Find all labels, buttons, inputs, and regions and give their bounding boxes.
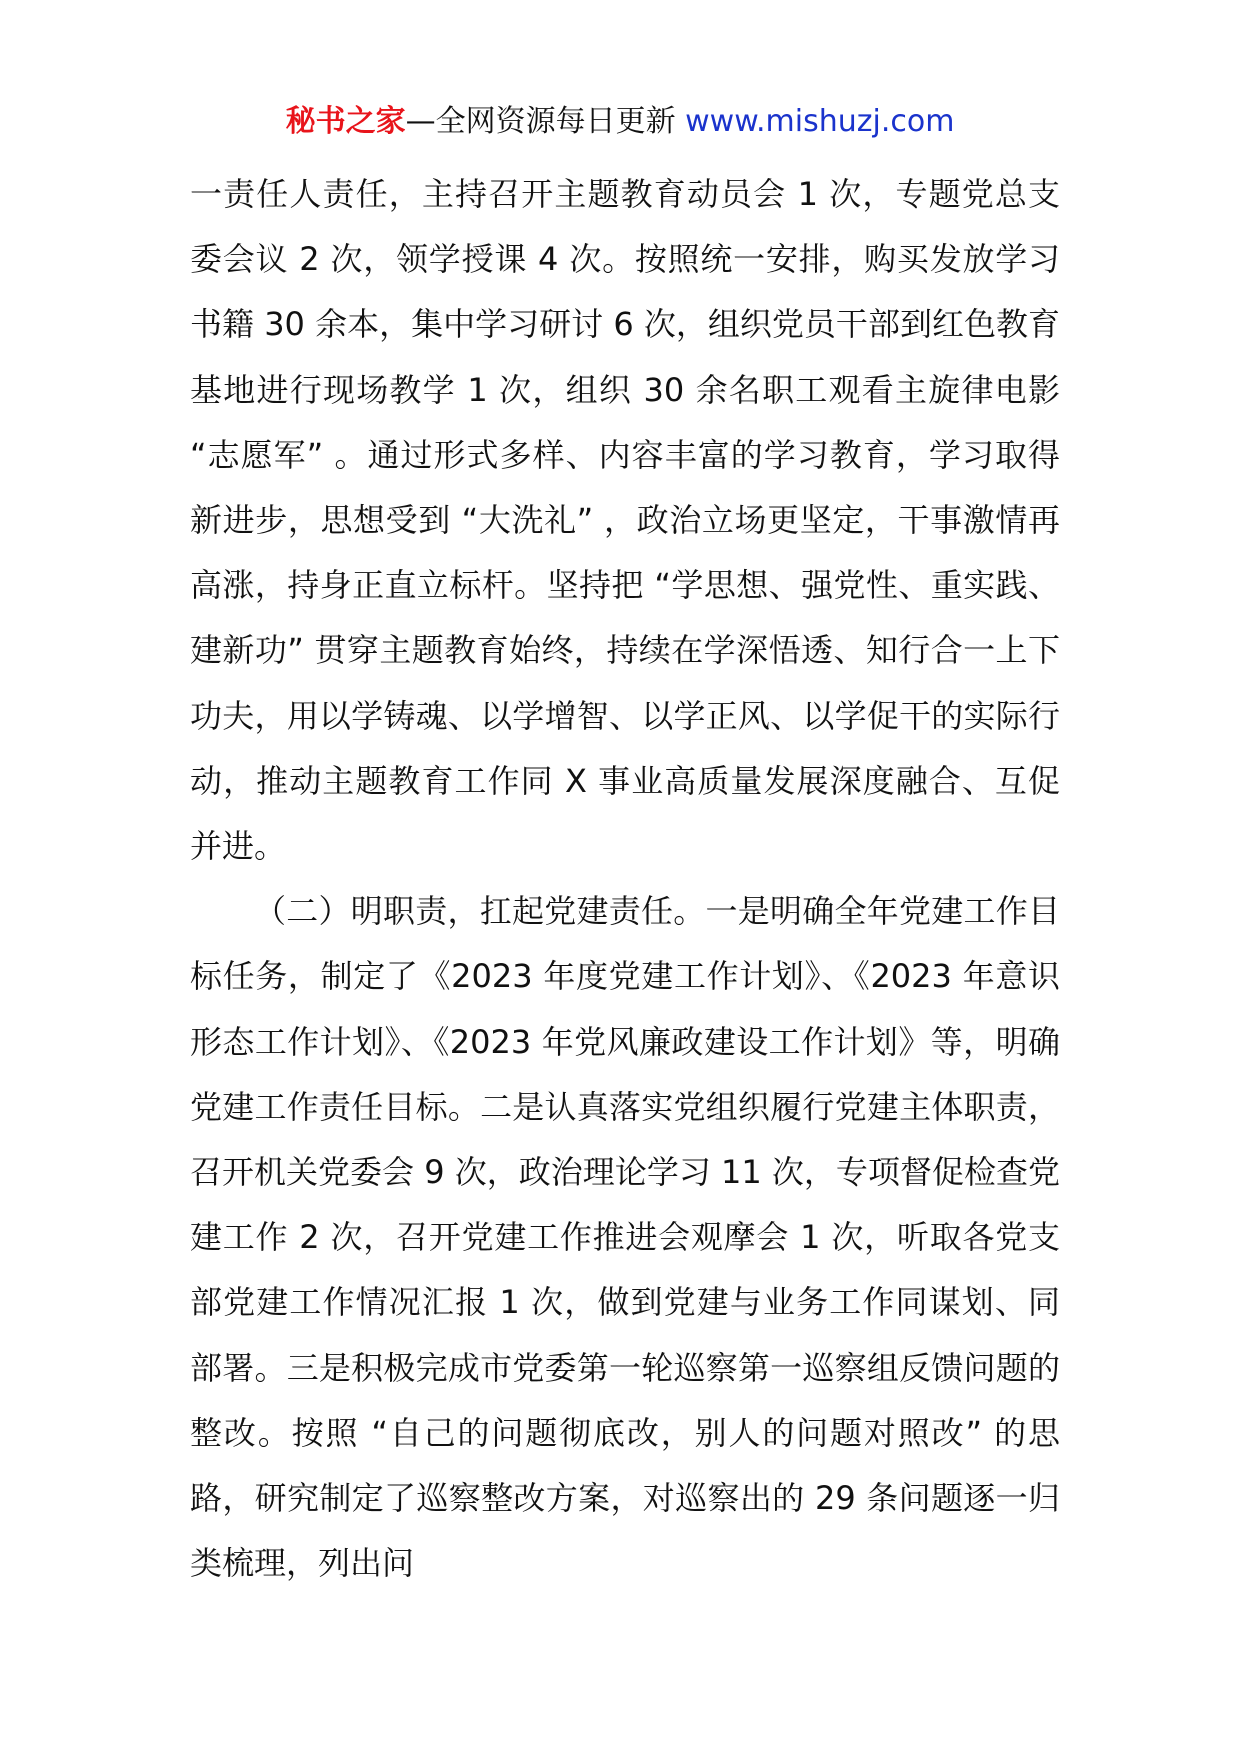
paragraph-section-2: （二）明职责，扛起党建责任。一是明确全年党建工作目标任务，制定了《2023 年度党建工作计划》、《2023 年意识形态工作计划》、《2023 年党风廉政建设工作计划》等，明确党建工作责任目标。二是认真落实党组织履行党建主体职责，召开机关党委会 9 次，政治理论学习 11 次，专项督促检查党建工作 2 次，召开党建工作推进会观摩会 1 次，听取各党支部党建工作情况汇报 1 次，做到党建与业务工作同谋划、同部署。三是积极完成市党委第一轮巡察第一巡察组反馈问题的整改。按照 “自己的问题彻底改，别人的问题对照改” 的思路，研究制定了巡察整改方案，对巡察出的 29 条问题逐一归类梳理，列出问 [190,892,1060,1583]
site-url-link[interactable]: www.mishuzj.com [685,104,955,139]
document-body [190,162,1060,1596]
site-header [0,100,1240,144]
brand-name: 秘书之家 [285,104,406,139]
header-tagline: —全网资源每日更新 [405,104,676,139]
paragraph-continued: 一责任人责任，主持召开主题教育动员会 1 次，专题党总支委会议 2 次，领学授课 4 次。按照统一安排，购买发放学习书籍 30 余本，集中学习研讨 6 次，组织党员干部到红色教育基地进行现场教学 1 次，组织 30 余名职工观看主旋律电影 “志愿军” 。通过形式多样、内容丰富的学习教育，学习取得新进步，思想受到 “大洗礼” ，政治立场更坚定，干事激情再高涨，持身正直立标杆。坚持把 “学思想、强党性、重实践、建新功” 贯穿主题教育始终，持续在学深悟透、知行合一上下功夫，用以学铸魂、以学增智、以学正风、以学促干的实际行动，推动主题教育工作同 X 事业高质量发展深度融合、互促并进。 [190,175,1060,866]
